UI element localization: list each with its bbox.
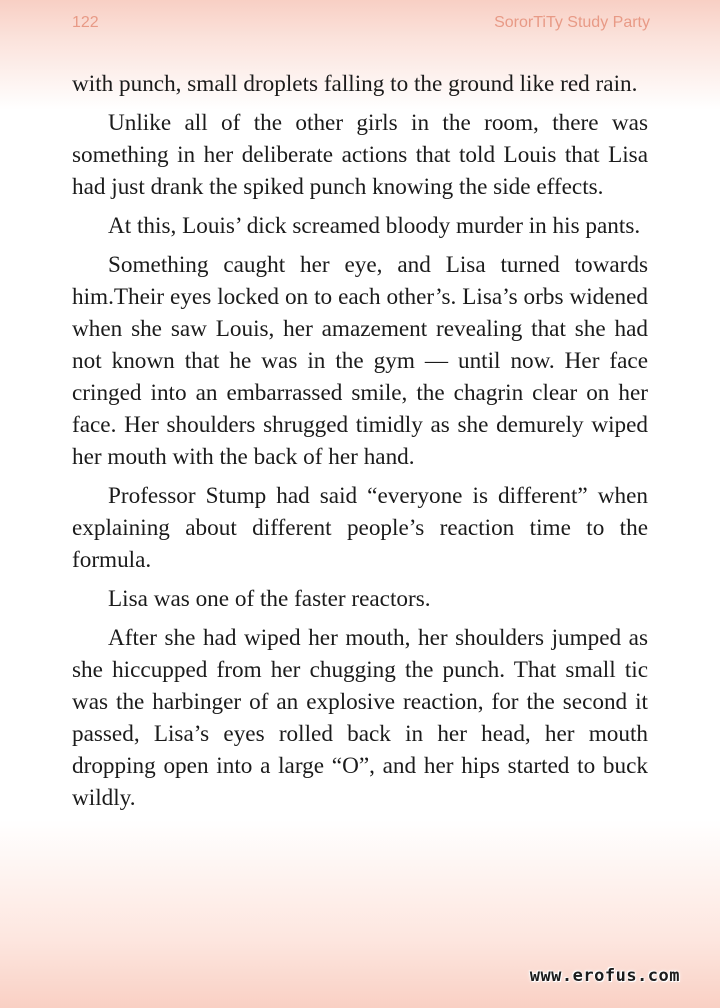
page-number: 122 — [72, 14, 99, 31]
paragraph: Unlike all of the other girls in the room, there was something in her deliberate actions that told Louis that Lisa had just drank the spiked punch knowing the side effects. — [72, 110, 648, 200]
paragraph: After she had wiped her mouth, her shoulders jumped as she hiccupped from her chugging the punch. That small tic was the harbinger of an explosive reaction, for the second it passed, Lisa’s eyes rolled back in her head, her mouth dropping open into a large “O”, and her hips started to buck wildly. — [72, 625, 648, 811]
watermark: www.erofus.com — [529, 966, 680, 986]
paragraph: Professor Stump had said “everyone is different” when explaining about different people’s reaction time to the formula. — [72, 483, 648, 573]
paragraph-continued: with punch, small droplets falling to the ground like red rain. — [72, 71, 638, 97]
paragraph: Lisa was one of the faster reactors. — [108, 586, 431, 612]
paragraph: Something caught her eye, and Lisa turned towards him.Their eyes locked on to each other’s. Lisa’s orbs widened when she saw Louis, her amazement revealing that she had not known that he was in the gym — until now. Her face cringed into an embarrassed smile, the chagrin clear on her face. Her shoulders shrugged timidly as she demurely wiped her mouth with the back of her hand. — [72, 252, 648, 470]
running-title: SororTiTy Study Party — [494, 14, 650, 31]
paragraph: At this, Louis’ dick screamed bloody murder in his pants. — [108, 213, 641, 239]
page-header — [72, 12, 648, 36]
body-text — [72, 68, 648, 821]
